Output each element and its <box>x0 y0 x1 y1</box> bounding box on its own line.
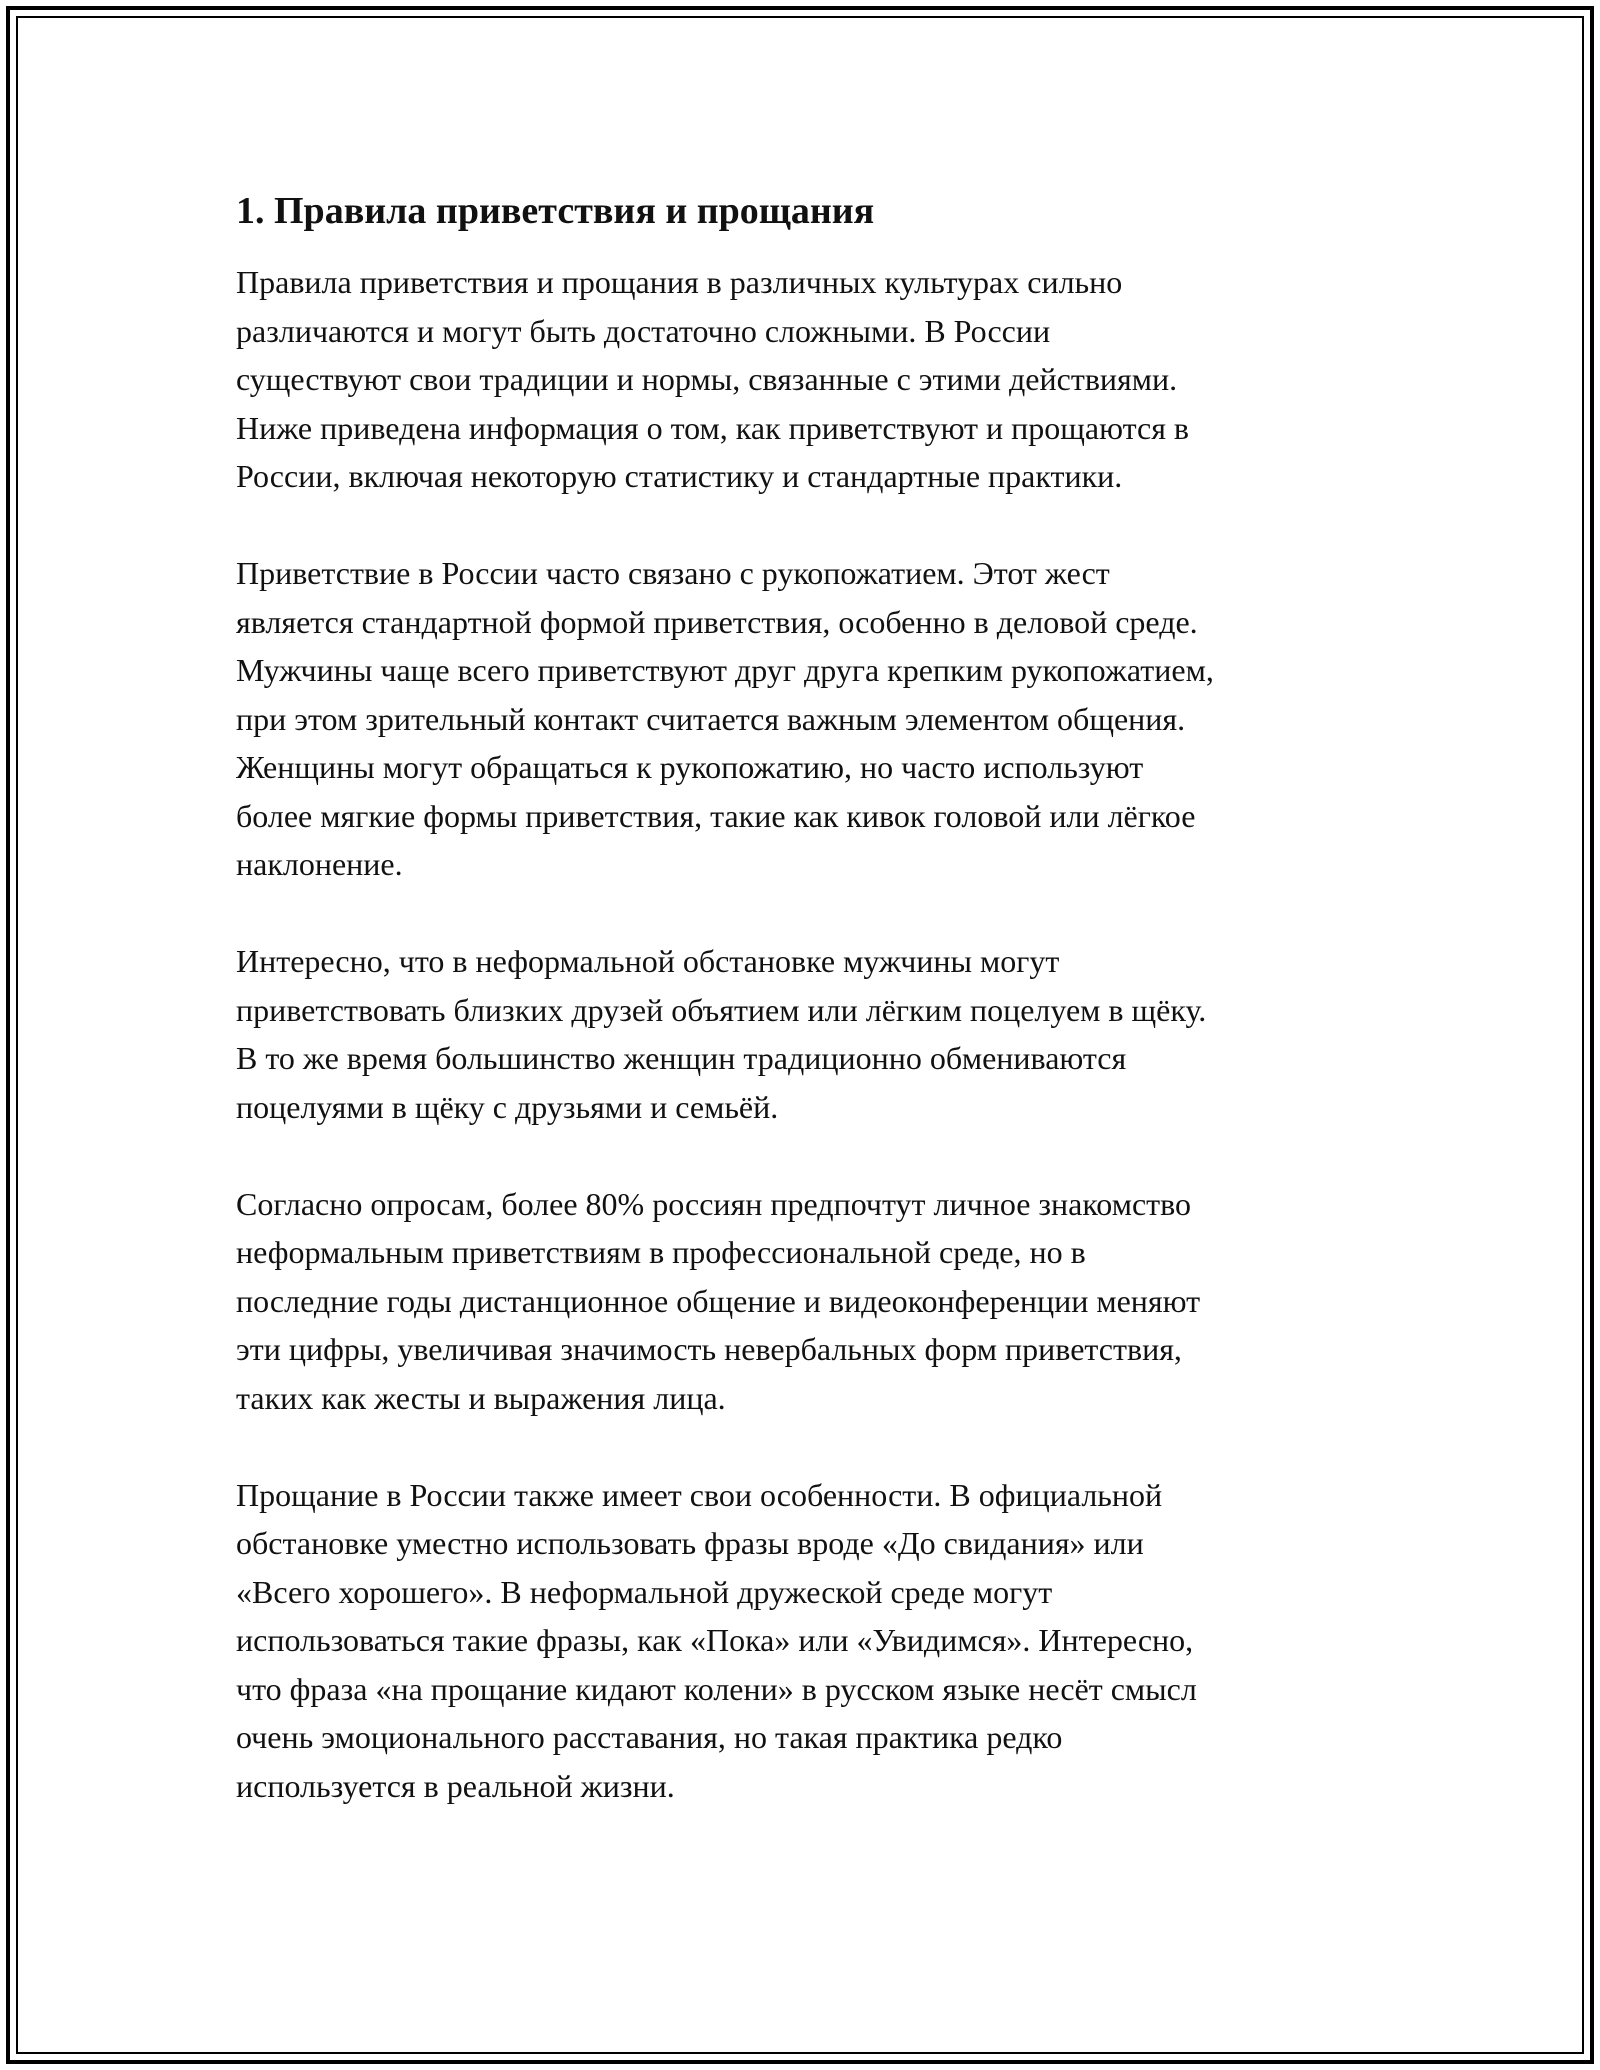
paragraph-intro <box>236 258 1376 501</box>
text-line: Женщины могут обращаться к рукопожатию, но часто используют <box>236 749 1144 785</box>
text-line: используется в реальной жизни. <box>236 1767 675 1804</box>
text-line: В то же время большинство женщин традиционно обмениваются <box>236 1040 1127 1076</box>
paragraph-handshake <box>236 549 1376 889</box>
text-line: Согласно опросам, более 80% россиян предпочтут личное знакомство <box>236 1185 1192 1222</box>
text-line: таких как жесты и выражения лица. <box>236 1379 726 1416</box>
text-line: при этом зрительный контакт считается важным элементом общения. <box>236 700 1186 737</box>
paragraph-informal <box>236 937 1376 1131</box>
text-line: Ниже приведена информация о том, как приветствуют и прощаются в <box>236 409 1190 446</box>
paragraph-farewell <box>236 1471 1376 1811</box>
text-line: России, включая некоторую статистику и стандартные практики. <box>236 458 1123 494</box>
text-line: Прощание в России также имеет свои особенности. В официальной <box>236 1476 1163 1513</box>
text-line: Правила приветствия и прощания в различных культурах сильно <box>236 264 1123 300</box>
section-heading: 1. Правила приветствия и прощания <box>236 190 875 232</box>
text-line: приветствовать близких друзей объятием или лёгким поцелуем в щёку. <box>236 991 1207 1028</box>
text-line: более мягкие формы приветствия, такие как кивок головой или лёгкое <box>236 797 1196 834</box>
text-line: Интересно, что в неформальной обстановке мужчины могут <box>236 943 1060 979</box>
text-line: Мужчины чаще всего приветствуют друг друга крепким рукопожатием, <box>236 652 1214 688</box>
text-line: поцелуями в щёку с друзьями и семьёй. <box>236 1088 779 1125</box>
paragraph-statistics <box>236 1180 1376 1423</box>
text-line: последние годы дистанционное общение и видеоконференции меняют <box>236 1282 1201 1319</box>
text-line: очень эмоционального расставания, но такая практика редко <box>236 1719 1063 1755</box>
text-line: существуют свои традиции и нормы, связанные с этими действиями. <box>236 361 1178 397</box>
document-body <box>236 186 1376 1859</box>
text-line: различаются и могут быть достаточно сложными. В России <box>236 312 1051 349</box>
text-line: Приветствие в России часто связано с рукопожатием. Этот жест <box>236 555 1110 591</box>
text-line: неформальным приветствиям в профессиональной среде, но в <box>236 1234 1086 1270</box>
text-line: эти цифры, увеличивая значимость невербальных форм приветствия, <box>236 1331 1182 1367</box>
text-line: обстановке уместно использовать фразы вроде «До свидания» или <box>236 1525 1144 1561</box>
text-line: наклонение. <box>236 846 403 882</box>
text-line: «Всего хорошего». В неформальной дружеской среде могут <box>236 1573 1053 1610</box>
text-line: использоваться такие фразы, как «Пока» или «Увидимся». Интересно, <box>236 1622 1194 1658</box>
text-line: что фраза «на прощание кидают колени» в русском языке несёт смысл <box>236 1670 1197 1707</box>
text-line: является стандартной формой приветствия, особенно в деловой среде. <box>236 603 1198 640</box>
